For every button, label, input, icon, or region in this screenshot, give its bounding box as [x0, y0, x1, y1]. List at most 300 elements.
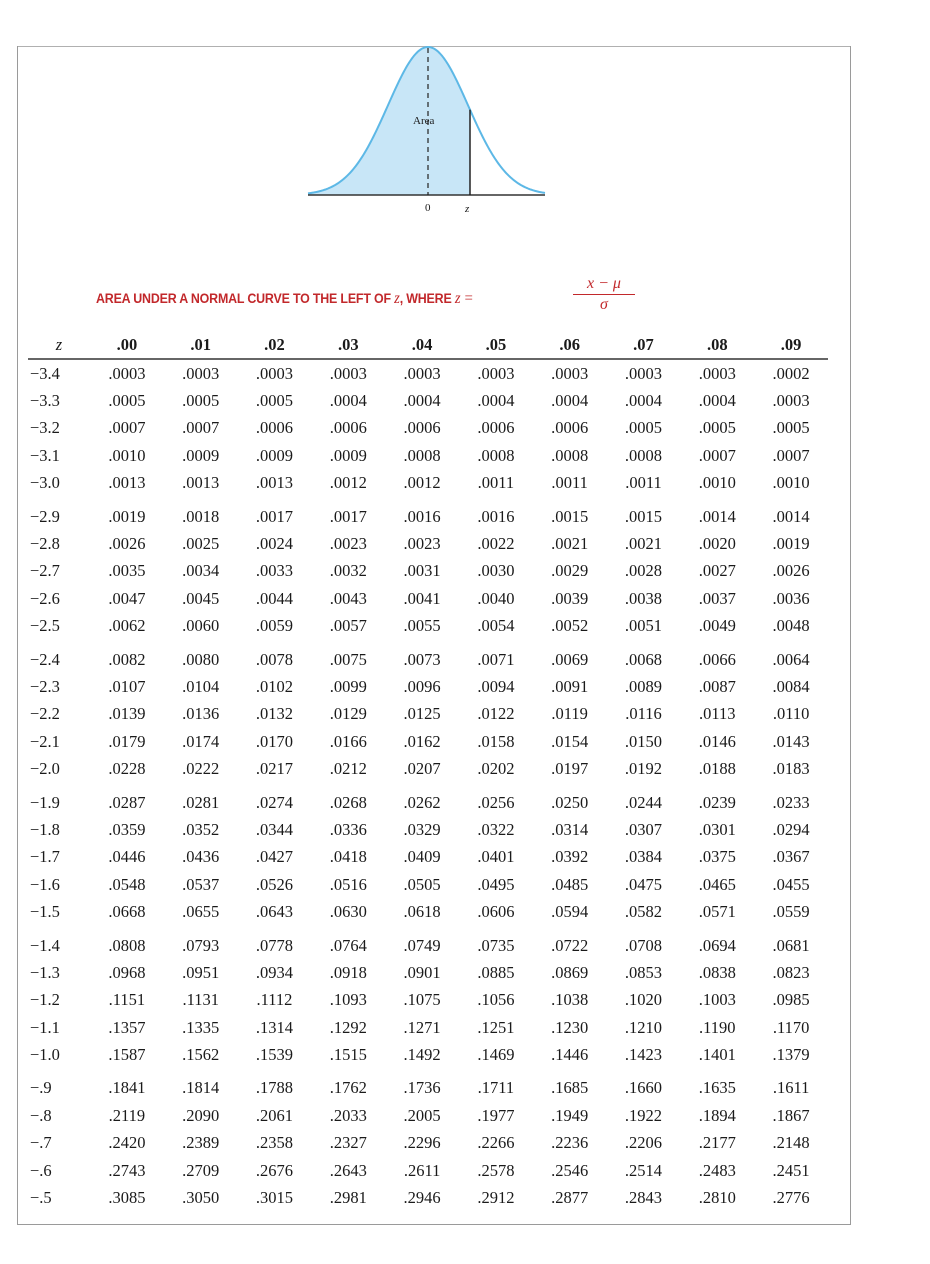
probability-cell: .2981	[329, 1188, 367, 1208]
title-text: AREA UNDER A NORMAL CURVE TO THE LEFT OF	[96, 291, 391, 306]
probability-cell: .0250	[551, 792, 589, 812]
probability-cell: .0005	[772, 418, 810, 438]
probability-cell: .0003	[551, 363, 589, 383]
z-value-cell: −.5	[30, 1188, 52, 1208]
probability-cell: .1762	[329, 1078, 367, 1098]
probability-cell: .0007	[182, 418, 220, 438]
probability-cell: .0853	[624, 962, 663, 982]
probability-cell: .0582	[624, 902, 663, 922]
header-z: z	[28, 334, 90, 359]
probability-cell: .1230	[551, 1017, 589, 1037]
probability-cell: .0034	[182, 561, 220, 581]
probability-cell: .0012	[403, 473, 441, 493]
probability-cell: .1736	[403, 1078, 441, 1098]
probability-cell: .0129	[329, 704, 367, 724]
probability-cell: .1170	[772, 1017, 810, 1037]
probability-cell: .0722	[551, 935, 589, 955]
probability-cell: .0044	[255, 588, 294, 608]
probability-cell: .0793	[182, 935, 220, 955]
probability-cell: .0041	[403, 588, 441, 608]
probability-cell: .1788	[255, 1078, 294, 1098]
z-value-cell: −1.6	[30, 874, 60, 894]
probability-cell: .0049	[698, 616, 736, 636]
probability-cell: .0022	[477, 534, 515, 554]
table-row	[28, 470, 828, 497]
probability-cell: .0005	[624, 418, 663, 438]
probability-cell: .1112	[256, 990, 293, 1010]
probability-cell: .0104	[182, 676, 220, 696]
probability-cell: .3085	[108, 1188, 146, 1208]
probability-cell: .1292	[329, 1017, 367, 1037]
z-value-cell: −3.4	[30, 363, 60, 383]
probability-cell: .0516	[329, 874, 367, 894]
probability-cell: .0003	[698, 363, 736, 383]
z-value-cell: −3.1	[30, 445, 60, 465]
probability-cell: .0655	[182, 902, 220, 922]
probability-cell: .0006	[477, 418, 515, 438]
probability-cell: .0322	[477, 819, 515, 839]
probability-cell: .0013	[255, 473, 294, 493]
z-value-cell: −.9	[30, 1078, 52, 1098]
probability-cell: .0808	[108, 935, 146, 955]
probability-cell: .0012	[329, 473, 367, 493]
probability-cell: .0004	[551, 391, 589, 411]
probability-cell: .0352	[182, 819, 220, 839]
probability-cell: .0838	[698, 962, 736, 982]
table-row	[28, 558, 828, 585]
probability-cell: .1611	[772, 1078, 810, 1098]
probability-cell: .0107	[108, 676, 146, 696]
z-value-cell: −2.3	[30, 676, 60, 696]
table-row	[28, 783, 828, 816]
probability-cell: .0436	[182, 847, 220, 867]
probability-cell: .0003	[403, 363, 441, 383]
probability-cell: .1515	[329, 1045, 367, 1065]
probability-cell: .0006	[255, 418, 294, 438]
probability-cell: .0301	[698, 819, 736, 839]
probability-cell: .0010	[108, 445, 146, 465]
probability-cell: .2810	[698, 1188, 736, 1208]
probability-cell: .0526	[255, 874, 294, 894]
probability-cell: .0197	[551, 759, 589, 779]
probability-cell: .0384	[624, 847, 663, 867]
zero-label: 0	[425, 202, 431, 214]
table-row	[28, 1069, 828, 1102]
header-col: .06	[533, 334, 607, 359]
z-value-cell: −2.7	[30, 561, 60, 581]
probability-cell: .0571	[698, 902, 736, 922]
probability-cell: .0011	[551, 473, 588, 493]
probability-cell: .0166	[329, 731, 367, 751]
probability-cell: .0643	[255, 902, 294, 922]
area-label: Area	[413, 115, 435, 127]
probability-cell: .0606	[477, 902, 515, 922]
z-value-cell: −2.2	[30, 704, 60, 724]
probability-cell: .0505	[403, 874, 441, 894]
probability-cell: .0427	[255, 847, 294, 867]
probability-cell: .0985	[772, 990, 810, 1010]
probability-cell: .0089	[624, 676, 663, 696]
probability-cell: .0006	[403, 418, 441, 438]
probability-cell: .0005	[255, 391, 294, 411]
table-row	[28, 926, 828, 959]
probability-cell: .2177	[698, 1133, 736, 1153]
probability-cell: .1190	[699, 1017, 736, 1037]
table-row	[28, 816, 828, 843]
probability-cell: .0052	[551, 616, 589, 636]
probability-cell: .0043	[329, 588, 367, 608]
probability-cell: .0013	[182, 473, 220, 493]
table-row	[28, 640, 828, 673]
probability-cell: .0080	[182, 649, 220, 669]
probability-cell: .0004	[477, 391, 515, 411]
probability-cell: .0314	[551, 819, 589, 839]
probability-cell: .2514	[624, 1160, 663, 1180]
table-row	[28, 1102, 828, 1129]
z-value-cell: −1.4	[30, 935, 60, 955]
table-row	[28, 442, 828, 469]
probability-cell: .2033	[329, 1105, 367, 1125]
probability-cell: .0143	[772, 731, 810, 751]
probability-cell: .0778	[255, 935, 294, 955]
z-value-cell: −3.3	[30, 391, 60, 411]
probability-cell: .0329	[403, 819, 441, 839]
probability-cell: .1151	[108, 990, 146, 1010]
probability-cell: .0008	[624, 445, 663, 465]
table-row	[28, 497, 828, 530]
probability-cell: .0051	[624, 616, 663, 636]
z-value-cell: −2.5	[30, 616, 60, 636]
probability-cell: .0113	[699, 704, 736, 724]
probability-cell: .0455	[772, 874, 810, 894]
probability-cell: .2236	[551, 1133, 589, 1153]
probability-cell: .0011	[477, 473, 515, 493]
probability-cell: .2483	[698, 1160, 736, 1180]
table-row	[28, 755, 828, 782]
probability-cell: .1492	[403, 1045, 441, 1065]
probability-cell: .1446	[551, 1045, 589, 1065]
z-value-cell: −1.8	[30, 819, 60, 839]
z-value-cell: −2.8	[30, 534, 60, 554]
table-row	[28, 987, 828, 1014]
z-value-cell: −1.5	[30, 902, 60, 922]
z-value-cell: −2.4	[30, 649, 60, 669]
probability-cell: .2546	[551, 1160, 589, 1180]
probability-cell: .0559	[772, 902, 810, 922]
probability-cell: .1379	[772, 1045, 810, 1065]
probability-cell: .2643	[329, 1160, 367, 1180]
probability-cell: .2148	[772, 1133, 810, 1153]
probability-cell: .0004	[624, 391, 663, 411]
title-z: z	[394, 290, 400, 307]
probability-cell: .0003	[624, 363, 663, 383]
probability-cell: .0256	[477, 792, 515, 812]
shaded-area	[308, 47, 470, 195]
probability-cell: .1038	[551, 990, 589, 1010]
header-row	[28, 334, 828, 359]
probability-cell: .1314	[255, 1017, 294, 1037]
probability-cell: .0017	[329, 506, 367, 526]
probability-cell: .0228	[108, 759, 146, 779]
table-row	[28, 959, 828, 986]
probability-cell: .0934	[255, 962, 294, 982]
probability-cell: .0336	[329, 819, 367, 839]
table-row	[28, 1157, 828, 1184]
probability-cell: .2389	[182, 1133, 220, 1153]
probability-cell: .1894	[698, 1105, 736, 1125]
probability-cell: .0024	[255, 534, 294, 554]
probability-cell: .0045	[182, 588, 220, 608]
probability-cell: .0014	[772, 506, 810, 526]
probability-cell: .2296	[403, 1133, 441, 1153]
probability-cell: .0668	[108, 902, 146, 922]
probability-cell: .0212	[329, 759, 367, 779]
probability-cell: .0035	[108, 561, 146, 581]
table-row	[28, 585, 828, 612]
probability-cell: .0023	[329, 534, 367, 554]
probability-cell: .0207	[403, 759, 441, 779]
probability-cell: .0359	[108, 819, 146, 839]
probability-cell: .0233	[772, 792, 810, 812]
probability-cell: .0694	[698, 935, 736, 955]
probability-cell: .0007	[108, 418, 146, 438]
z-table	[28, 334, 828, 1212]
probability-cell: .0084	[772, 676, 810, 696]
probability-cell: .2206	[624, 1133, 663, 1153]
probability-cell: .0004	[403, 391, 441, 411]
probability-cell: .2420	[108, 1133, 146, 1153]
probability-cell: .0136	[182, 704, 220, 724]
probability-cell: .0003	[255, 363, 294, 383]
table-row	[28, 871, 828, 898]
probability-cell: .0170	[255, 731, 294, 751]
probability-cell: .0068	[624, 649, 663, 669]
probability-cell: .0021	[551, 534, 589, 554]
probability-cell: .0099	[329, 676, 367, 696]
probability-cell: .1685	[551, 1078, 589, 1098]
z-value-cell: −.8	[30, 1105, 52, 1125]
probability-cell: .1251	[477, 1017, 515, 1037]
probability-cell: .0031	[403, 561, 441, 581]
probability-cell: .0039	[551, 588, 589, 608]
probability-cell: .2946	[403, 1188, 441, 1208]
probability-cell: .0005	[108, 391, 146, 411]
probability-cell: .2776	[772, 1188, 810, 1208]
z-value-cell: −1.1	[30, 1017, 60, 1037]
probability-cell: .0681	[772, 935, 810, 955]
probability-cell: .0025	[182, 534, 220, 554]
probability-cell: .0073	[403, 649, 441, 669]
probability-cell: .0005	[698, 418, 736, 438]
z-value-cell: −2.9	[30, 506, 60, 526]
probability-cell: .0392	[551, 847, 589, 867]
formula-numerator: x − μ	[587, 275, 621, 292]
probability-cell: .0764	[329, 935, 367, 955]
probability-cell: .0027	[698, 561, 736, 581]
probability-cell: .0005	[182, 391, 220, 411]
probability-cell: .2005	[403, 1105, 441, 1125]
probability-cell: .0059	[255, 616, 294, 636]
probability-cell: .0047	[108, 588, 146, 608]
probability-cell: .0033	[255, 561, 294, 581]
z-value-cell: −1.7	[30, 847, 60, 867]
probability-cell: .0009	[329, 445, 367, 465]
probability-cell: .0146	[698, 731, 736, 751]
probability-cell: .0003	[477, 363, 515, 383]
table-row	[28, 1041, 828, 1068]
probability-cell: .0618	[403, 902, 441, 922]
probability-cell: .0094	[477, 676, 515, 696]
probability-cell: .0268	[329, 792, 367, 812]
table-body	[28, 359, 828, 1212]
probability-cell: .2327	[329, 1133, 367, 1153]
z-value-cell: −2.1	[30, 731, 60, 751]
probability-cell: .0013	[108, 473, 146, 493]
z-value-cell: −1.9	[30, 792, 60, 812]
probability-cell: .0244	[624, 792, 663, 812]
probability-cell: .0465	[698, 874, 736, 894]
formula-denominator: σ	[600, 296, 608, 313]
probability-cell: .0032	[329, 561, 367, 581]
probability-cell: .0003	[772, 391, 810, 411]
probability-cell: .0548	[108, 874, 146, 894]
probability-cell: .0307	[624, 819, 663, 839]
probability-cell: .0021	[624, 534, 663, 554]
probability-cell: .2090	[182, 1105, 220, 1125]
probability-cell: .0006	[329, 418, 367, 438]
header-col: .02	[238, 334, 312, 359]
probability-cell: .0026	[108, 534, 146, 554]
probability-cell: .0038	[624, 588, 663, 608]
probability-cell: .1075	[403, 990, 441, 1010]
probability-cell: .0150	[624, 731, 663, 751]
probability-cell: .0174	[182, 731, 220, 751]
probability-cell: .0004	[698, 391, 736, 411]
probability-cell: .0294	[772, 819, 810, 839]
header-col: .04	[385, 334, 459, 359]
z-label: z	[465, 203, 470, 215]
z-formula-fraction	[573, 275, 635, 315]
probability-cell: .0078	[255, 649, 294, 669]
probability-cell: .1922	[624, 1105, 663, 1125]
probability-cell: .0116	[625, 704, 662, 724]
header-col: .08	[680, 334, 754, 359]
probability-cell: .0008	[551, 445, 589, 465]
probability-cell: .0154	[551, 731, 589, 751]
probability-cell: .0401	[477, 847, 515, 867]
probability-cell: .0239	[698, 792, 736, 812]
header-col: .00	[90, 334, 164, 359]
probability-cell: .0009	[182, 445, 220, 465]
probability-cell: .0015	[624, 506, 663, 526]
probability-cell: .2451	[772, 1160, 810, 1180]
probability-cell: .0495	[477, 874, 515, 894]
probability-cell: .0162	[403, 731, 441, 751]
probability-cell: .0028	[624, 561, 663, 581]
probability-cell: .0091	[551, 676, 589, 696]
probability-cell: .1093	[329, 990, 367, 1010]
probability-cell: .0188	[698, 759, 736, 779]
header-col: .03	[311, 334, 385, 359]
probability-cell: .2119	[108, 1105, 146, 1125]
probability-cell: .0036	[772, 588, 810, 608]
probability-cell: .1660	[624, 1078, 663, 1098]
probability-cell: .0087	[698, 676, 736, 696]
probability-cell: .0003	[182, 363, 220, 383]
probability-cell: .0071	[477, 649, 515, 669]
probability-cell: .0060	[182, 616, 220, 636]
probability-cell: .1357	[108, 1017, 146, 1037]
probability-cell: .2743	[108, 1160, 146, 1180]
probability-cell: .0708	[624, 935, 663, 955]
probability-cell: .0475	[624, 874, 663, 894]
table-row	[28, 359, 828, 387]
table-row	[28, 728, 828, 755]
probability-cell: .1562	[182, 1045, 220, 1065]
probability-cell: .0008	[477, 445, 515, 465]
probability-cell: .0096	[403, 676, 441, 696]
probability-cell: .0082	[108, 649, 146, 669]
probability-cell: .0062	[108, 616, 146, 636]
probability-cell: .0003	[329, 363, 367, 383]
probability-cell: .0029	[551, 561, 589, 581]
probability-cell: .1335	[182, 1017, 220, 1037]
probability-cell: .0901	[403, 962, 441, 982]
probability-cell: .0019	[772, 534, 810, 554]
probability-cell: .0132	[255, 704, 294, 724]
probability-cell: .0030	[477, 561, 515, 581]
probability-cell: .0016	[403, 506, 441, 526]
probability-cell: .0968	[108, 962, 146, 982]
table-row	[28, 701, 828, 728]
probability-cell: .0139	[108, 704, 146, 724]
z-value-cell: −1.3	[30, 962, 60, 982]
z-value-cell: −1.0	[30, 1045, 60, 1065]
header-col: .07	[607, 334, 681, 359]
probability-cell: .2266	[477, 1133, 515, 1153]
probability-cell: .0217	[255, 759, 294, 779]
probability-cell: .0014	[698, 506, 736, 526]
probability-cell: .1635	[698, 1078, 736, 1098]
probability-cell: .0375	[698, 847, 736, 867]
probability-cell: .2676	[255, 1160, 294, 1180]
z-value-cell: −3.0	[30, 473, 60, 493]
probability-cell: .1131	[182, 990, 219, 1010]
probability-cell: .1423	[624, 1045, 663, 1065]
table-row	[28, 613, 828, 640]
probability-cell: .0885	[477, 962, 515, 982]
probability-cell: .0274	[255, 792, 294, 812]
probability-cell: .0019	[108, 506, 146, 526]
probability-cell: .0057	[329, 616, 367, 636]
probability-cell: .1271	[403, 1017, 441, 1037]
probability-cell: .2912	[477, 1188, 515, 1208]
probability-cell: .1841	[108, 1078, 146, 1098]
probability-cell: .0158	[477, 731, 515, 751]
probability-cell: .0119	[551, 704, 588, 724]
probability-cell: .0054	[477, 616, 515, 636]
probability-cell: .1210	[624, 1017, 663, 1037]
z-value-cell: −2.0	[30, 759, 60, 779]
probability-cell: .0183	[772, 759, 810, 779]
probability-cell: .1401	[698, 1045, 736, 1065]
probability-cell: .0179	[108, 731, 146, 751]
probability-cell: .0010	[772, 473, 810, 493]
probability-cell: .0040	[477, 588, 515, 608]
probability-cell: .0018	[182, 506, 220, 526]
probability-cell: .0192	[624, 759, 663, 779]
probability-cell: .0017	[255, 506, 294, 526]
